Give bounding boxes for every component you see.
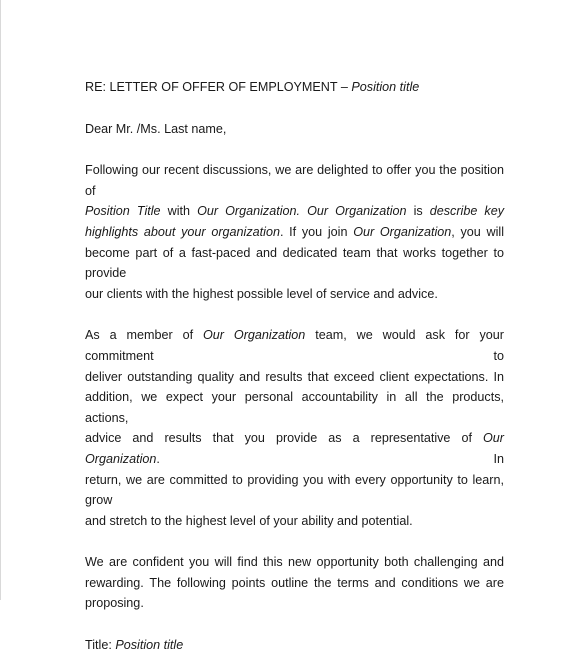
placeholder-organization: Our Organization	[203, 328, 306, 343]
placeholder-organization: Our Organization	[85, 431, 504, 466]
paragraph-line: return, we are committed to providing you with every opportunity to learn, grow	[85, 472, 504, 508]
paragraph-line: proposing.	[85, 596, 144, 611]
paragraph-line: advice and results that you provide as a representative of Our Organization. In	[85, 431, 504, 466]
paragraph-line: addition, we expect your personal accountability in all the products, actions,	[85, 390, 504, 425]
subject-position-title: Position title	[351, 80, 420, 94]
paragraph-line: highlights about your organization. If you join Our Organization, you will	[85, 224, 504, 239]
paragraph-line: and stretch to the highest level of your ability and potential.	[85, 513, 413, 528]
title-value: Position title	[115, 638, 184, 653]
paragraph-line: As a member of Our Organization team, we would ask for your commitment to	[85, 328, 505, 363]
paragraph-line: Following our recent discussions, we are delighted to offer you the position of	[85, 163, 504, 198]
title-label: Title:	[85, 638, 116, 653]
placeholder-highlights: highlights about your organization	[85, 224, 280, 239]
paragraph-line: deliver outstanding quality and results that exceed client expectations. In	[85, 369, 504, 384]
paragraph-line: our clients with the highest possible level of service and advice.	[85, 286, 438, 301]
placeholder-describe: describe key	[429, 204, 505, 219]
paragraph-offer	[85, 160, 504, 304]
paragraph-terms	[85, 552, 504, 614]
paragraph-line: Position Title with Our Organization. Our Organization is describe key	[85, 204, 505, 219]
paragraph-line: become part of a fast-paced and dedicated team that works together to provide	[85, 245, 504, 281]
placeholder-position-title: Position Title	[85, 204, 161, 219]
salutation: Dear Mr. /Ms. Last name,	[85, 121, 227, 136]
paragraph-line: We are confident you will find this new opportunity both challenging and	[85, 555, 504, 570]
letter-body	[85, 77, 504, 656]
letter-subject	[85, 77, 504, 98]
subject-prefix: RE: LETTER OF OFFER OF EMPLOYMENT –	[85, 80, 352, 94]
paragraph-commitment	[85, 325, 504, 531]
placeholder-organization: Our Organization	[353, 224, 452, 239]
placeholder-organization: Our Organization. Our Organization	[197, 204, 407, 219]
paragraph-line: rewarding. The following points outline the terms and conditions we are	[85, 575, 504, 590]
title-line	[85, 635, 504, 656]
